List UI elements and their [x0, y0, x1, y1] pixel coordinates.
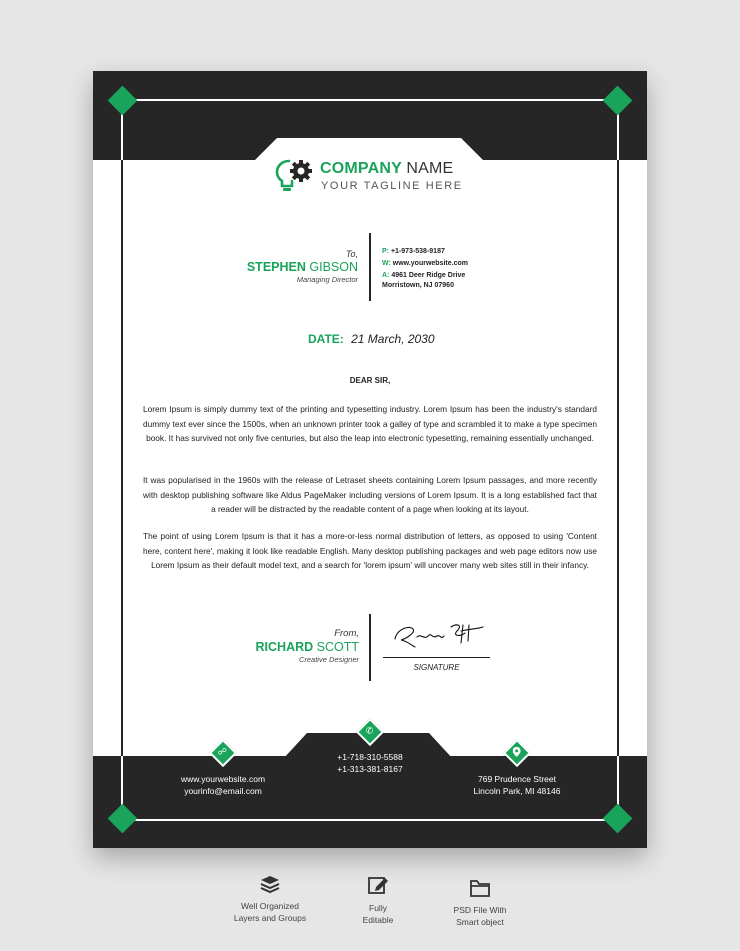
signature-divider — [369, 614, 371, 681]
recipient-role: Managing Director — [296, 275, 358, 284]
contact-divider — [369, 233, 371, 301]
recipient-last-name: GIBSON — [309, 260, 358, 274]
frame-line-bottom — [121, 819, 619, 821]
contact-web: www.yourwebsite.com — [392, 260, 468, 267]
date-value: 21 March, 2030 — [351, 332, 435, 346]
company-name-light: NAME — [406, 160, 454, 177]
phone-icon: ✆ — [356, 718, 384, 746]
contact-address-line1: 4961 Deer Ridge Drive — [391, 272, 466, 279]
footer-address-block — [467, 773, 567, 797]
contact-phone: +1-973-538-9187 — [390, 248, 445, 255]
feature-item-psd — [430, 878, 530, 928]
sender-first-name: RICHARD — [255, 640, 314, 654]
sender-last-name: SCOTT — [316, 640, 359, 654]
address-label: A: — [382, 272, 390, 279]
contact-address-line2: Morristown, NJ 07960 — [382, 282, 454, 289]
contact-phone-row — [382, 246, 468, 258]
phone-label: P: — [382, 248, 389, 255]
contact-block — [382, 246, 468, 292]
footer-address-line2: Lincoln Park, MI 48146 — [473, 786, 561, 796]
layers-icon — [259, 874, 281, 894]
recipient-block — [198, 249, 358, 284]
footer-phone-block — [320, 751, 420, 775]
feature-psd-line2: Smart object — [456, 917, 504, 927]
recipient-name — [198, 260, 358, 274]
letter-date — [308, 332, 435, 346]
body-paragraph-2: It was popularised in the 1960s with the release of Letraset sheets containing Lorem Ipsum passages, and more recently with desktop publishing software like Aldus PageMaker including versions of Lorem Ipsum. It is a long established fact that a reader will be distracted by the readable content of a page when looking at its layout. — [143, 475, 597, 514]
body-paragraph-3: The point of using Lorem Ipsum is that it has a more-or-less normal distribution of letters, as opposed to using 'Content here, content here', making it look like readable English. Many desktop publishing packages and web page editors now use Lorem Ipsum as their default model text, and a search for 'lorem ipsum' will uncover many web sites still in their infancy. — [143, 531, 597, 570]
handwritten-signature — [391, 619, 491, 655]
sender-name — [199, 640, 359, 654]
feature-editable-line2: Editable — [362, 915, 394, 925]
recipient-first-name: STEPHEN — [246, 260, 306, 274]
sender-block — [199, 628, 359, 664]
feature-psd-line1: PSD File With — [453, 905, 507, 915]
date-label: DATE: — [308, 332, 344, 346]
footer-web: www.yourwebsite.com — [180, 774, 266, 784]
feature-list — [0, 870, 740, 940]
frame-line-right — [617, 160, 619, 756]
company-name — [320, 160, 453, 178]
to-label: To, — [345, 249, 358, 259]
salutation: DEAR SIR, — [349, 376, 391, 385]
company-name-bold: COMPANY — [320, 160, 402, 177]
frame-line-top — [121, 99, 619, 101]
feature-item-editable — [328, 874, 428, 926]
globe-icon: ☍ — [209, 739, 237, 767]
footer-phone-2: +1-313-381-8167 — [337, 764, 403, 774]
feature-editable-line1: Fully — [369, 903, 387, 913]
signature-line — [383, 657, 490, 658]
folder-icon — [469, 878, 491, 898]
feature-item-layers — [220, 874, 320, 924]
company-tagline: YOUR TAGLINE HERE — [321, 180, 463, 192]
from-label: From, — [334, 628, 359, 639]
letterhead-page — [93, 71, 647, 848]
signature-label: SIGNATURE — [413, 663, 460, 672]
footer-email: yourinfo@email.com — [184, 786, 262, 796]
footer-phone-1: +1-718-310-5588 — [337, 752, 403, 762]
contact-web-row — [382, 258, 468, 270]
edit-icon — [367, 874, 389, 896]
frame-line-left — [121, 160, 123, 756]
feature-layers-line2: Layers and Groups — [233, 913, 307, 923]
lightbulb-gear-icon — [275, 157, 317, 193]
company-logo — [275, 157, 475, 197]
feature-layers-line1: Well Organized — [241, 901, 299, 911]
sender-role: Creative Designer — [298, 655, 359, 664]
footer-address-line1: 769 Prudence Street — [478, 774, 556, 784]
footer-web-block — [173, 773, 273, 797]
body-paragraph-1: Lorem Ipsum is simply dummy text of the printing and typesetting industry. Lorem Ipsum has been the industry's standard dummy text ever since the 1500s, when an unknown printer took a galley of type and scrambled it to make a type specimen book. It has survived not only five centuries, but also the leap into electronic typesetting, remaining essentially unchanged. — [143, 404, 597, 443]
web-label: W: — [382, 260, 391, 267]
